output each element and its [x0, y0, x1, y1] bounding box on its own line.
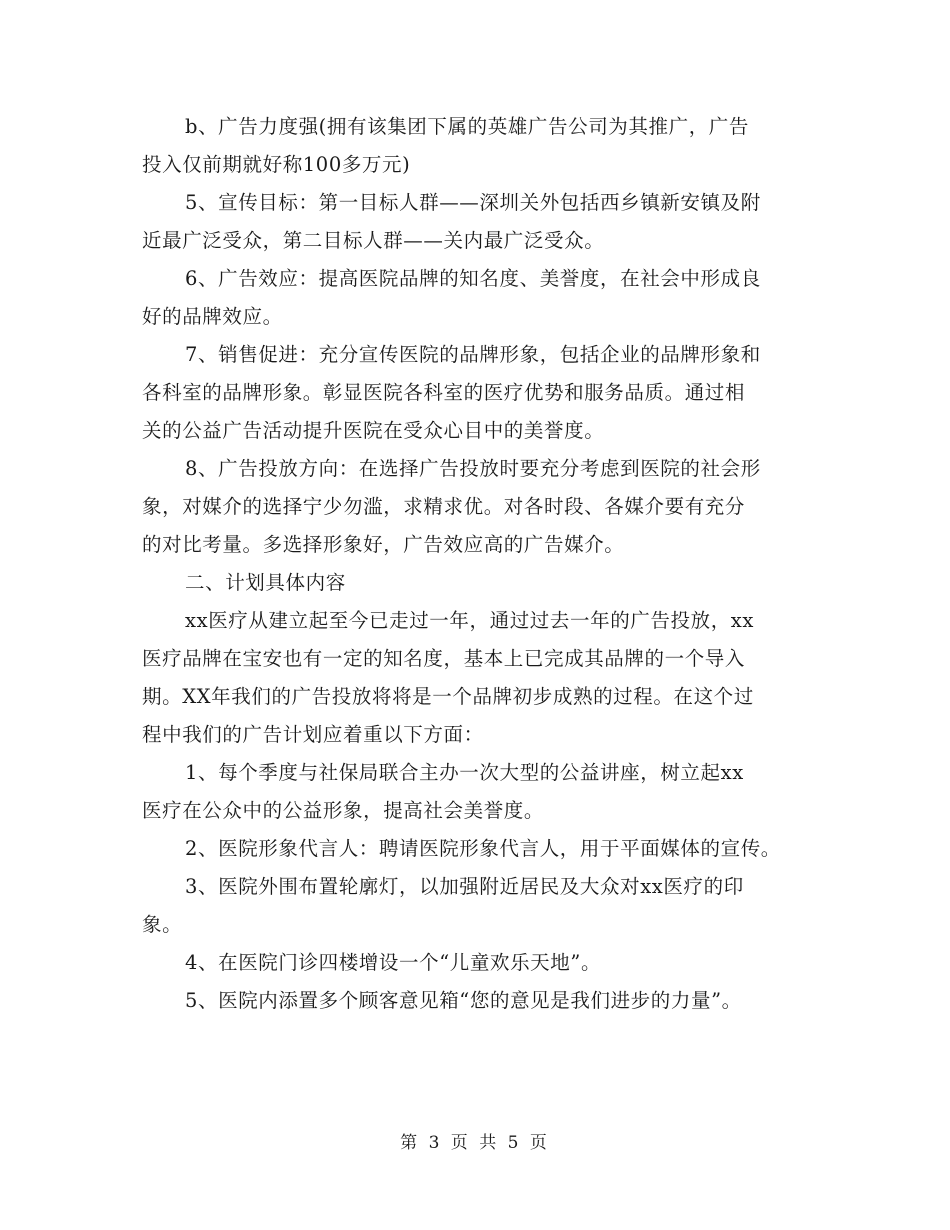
text-line: 医疗品牌在宝安也有一定的知名度，基本上已完成其品牌的一个导入	[142, 647, 746, 670]
text-line: 象，对媒介的选择宁少勿滥，求精求优。对各时段、各媒介要有充分	[142, 495, 746, 518]
text-line: b、广告力度强(拥有该集团下属的英雄广告公司为其推广，广告	[185, 115, 749, 138]
section-heading: 二、计划具体内容	[185, 571, 346, 594]
text-line: 程中我们的广告计划应着重以下方面：	[142, 723, 484, 746]
text-line: 好的品牌效应。	[142, 305, 283, 328]
text-line: 的对比考量。多选择形象好，广告效应高的广告媒介。	[142, 533, 625, 556]
text-line: 1、每个季度与社保局联合主办一次大型的公益讲座，树立起xx	[185, 761, 744, 784]
text-line: 医疗在公众中的公益形象，提高社会美誉度。	[142, 799, 545, 822]
text-line: 7、销售促进：充分宣传医院的品牌形象，包括企业的品牌形象和	[185, 343, 761, 366]
text-line: 3、医院外围布置轮廓灯，以加强附近居民及大众对xx医疗的印	[185, 875, 744, 898]
text-line: 投入仅前期就好称100多万元)	[142, 153, 411, 176]
text-line: 5、医院内添置多个顾客意见箱“您的意见是我们进步的力量”。	[185, 989, 742, 1012]
text-line: 2、医院形象代言人：聘请医院形象代言人，用于平面媒体的宣传。	[185, 837, 781, 860]
text-line: 关的公益广告活动提升医院在受众心目中的美誉度。	[142, 419, 605, 442]
text-line: 5、宣传目标：第一目标人群——深圳关外包括西乡镇新安镇及附	[185, 191, 761, 214]
text-line: 近最广泛受众，第二目标人群——关内最广泛受众。	[142, 229, 605, 252]
page-number-footer: 第 3 页 共 5 页	[400, 1133, 550, 1153]
text-line: 4、在医院门诊四楼增设一个“儿童欢乐天地”。	[185, 951, 602, 974]
text-line: 象。	[142, 913, 183, 936]
text-line: 各科室的品牌形象。彰显医院各科室的医疗优势和服务品质。通过相	[142, 381, 746, 404]
text-line: xx医疗从建立起至今已走过一年，通过过去一年的广告投放，xx	[185, 609, 754, 632]
text-line: 期。XX年我们的广告投放将将是一个品牌初步成熟的过程。在这个过	[142, 685, 754, 708]
document-body	[142, 108, 832, 1020]
text-line: 6、广告效应：提高医院品牌的知名度、美誉度，在社会中形成良	[185, 267, 761, 290]
text-line: 8、广告投放方向：在选择广告投放时要充分考虑到医院的社会形	[185, 457, 761, 480]
